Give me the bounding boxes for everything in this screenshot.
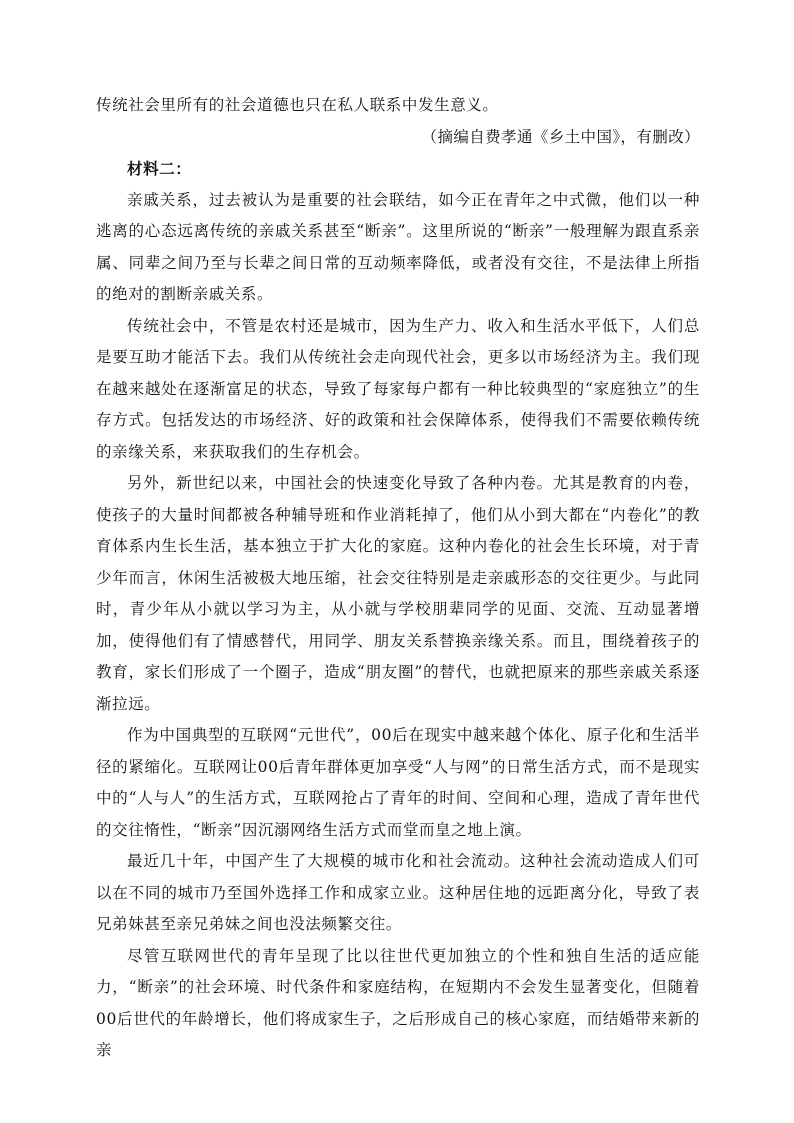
source-citation: （摘编自费孝通《乡土中国》，有删改）: [421, 127, 700, 146]
body-paragraph-1: 亲戚关系，过去被认为是重要的社会联结，如今正在青年之中式微，他们以一种逃离的心态远离传统的亲戚关系甚至“断亲”。这里所说的“断亲”一般理解为跟直系亲属、同辈之间乃至与长辈之间日常的互动频率降低，或者没有交往，不是法律上所指的绝对的割断亲戚关系。: [96, 190, 700, 303]
carryover-paragraph: 传统社会里所有的社会道德也只在私人联系中发生意义。: [96, 96, 499, 114]
body-paragraph-4: 作为中国典型的互联网“元世代”，00后在现实中越来越个体化、原子化和生活半径的紧缩化。互联网让00后青年群体更加享受“人与网”的日常生活方式，而不是现实中的“人与人”的生活方式，互联网抢占了青年的时间、空间和心理，造成了青年世代的交往惰性，“断亲”因沉溺网络生活方式而堂而皇之地上演。: [96, 726, 700, 839]
document-page: [96, 90, 700, 1067]
section-heading: 材料二：: [127, 159, 192, 178]
body-paragraph-3: 另外，新世纪以来，中国社会的快速变化导致了各种内卷。尤其是教育的内卷，使孩子的大量时间都被各种辅导班和作业消耗掉了，他们从小到大都在“内卷化”的教育体系内生长生活，基本独立于扩大化的家庭。这种内卷化的社会生长环境，对于青少年而言，休闲生活被极大地压缩，社会交往特别是走亲戚形态的交往更少。与此同时，青少年从小就以学习为主，从小就与学校朋辈同学的见面、交流、互动显著增加，使得他们有了情感替代，用同学、朋友关系替换亲缘关系。而且，围绕着孩子的教育，家长们形成了一个圈子，造成“朋友圈”的替代，也就把原来的那些亲戚关系逐渐拉远。: [96, 474, 700, 713]
body-paragraph-6: 尽管互联网世代的青年呈现了比以往世代更加独立的个性和独自生活的适应能力，“断亲”的社会环境、时代条件和家庭结构，在短期内不会发生显著变化，但随着00后世代的年龄增长，他们将成家生子，之后形成自己的核心家庭，而结婚带来新的亲: [96, 946, 700, 1059]
body-paragraph-2: 传统社会中，不管是农村还是城市，因为生产力、收入和生活水平低下，人们总是要互助才能活下去。我们从传统社会走向现代社会，更多以市场经济为主。我们现在越来越处在逐渐富足的状态，导致了每家每户都有一种比较典型的“家庭独立”的生存方式。包括发达的市场经济、好的政策和社会保障体系，使得我们不需要依赖传统的亲缘关系，来获取我们的生存机会。: [96, 316, 700, 461]
body-paragraph-5: 最近几十年，中国产生了大规模的城市化和社会流动。这种社会流动造成人们可以在不同的城市乃至国外选择工作和成家立业。这种居住地的远距离分化，导致了表兄弟妹甚至亲兄弟妹之间也没法频繁交往。: [96, 852, 700, 933]
